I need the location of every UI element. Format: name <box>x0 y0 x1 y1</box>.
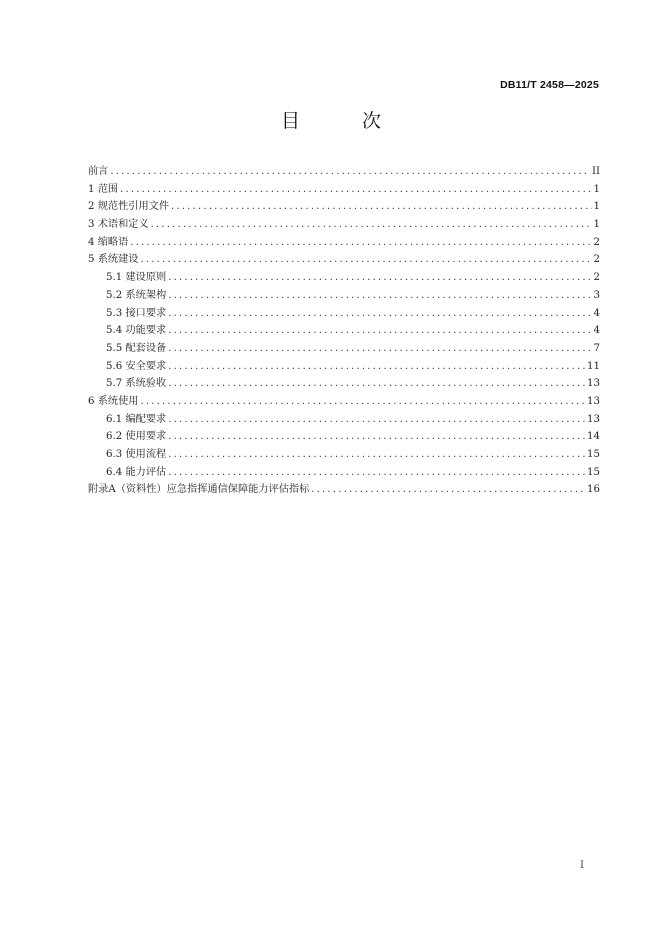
toc-entry-1[interactable] <box>88 181 600 199</box>
toc-entry-page: 16 <box>587 484 600 496</box>
dot-leader <box>311 481 585 499</box>
toc-entry-label: 5.1 建设原则 <box>106 272 167 284</box>
toc-entry-label: 6 系统使用 <box>88 395 139 407</box>
toc-entry-page: 4 <box>593 307 600 319</box>
toc-entry-label: 2 规范性引用文件 <box>88 201 170 213</box>
dot-leader <box>168 305 591 323</box>
dot-leader <box>168 411 585 429</box>
toc-entry-label: 6.1 编配要求 <box>106 413 167 425</box>
dot-leader <box>151 216 592 234</box>
toc-entry-6-2[interactable] <box>88 428 600 446</box>
table-of-contents <box>88 163 600 499</box>
toc-entry-5-7[interactable] <box>88 375 600 393</box>
toc-entry-page: 2 <box>593 272 600 284</box>
toc-entry-appendix-a[interactable] <box>88 481 600 499</box>
toc-entry-page: 2 <box>593 254 600 266</box>
toc-entry-6-4[interactable] <box>88 464 600 482</box>
toc-entry-label: 3 术语和定义 <box>88 219 149 231</box>
toc-entry-page: 2 <box>593 236 600 248</box>
dot-leader <box>140 251 591 269</box>
toc-entry-page: 4 <box>593 325 600 337</box>
toc-entry-page: 1 <box>593 219 600 231</box>
toc-entry-page: 1 <box>593 183 600 195</box>
dot-leader <box>168 375 585 393</box>
toc-entry-page: II <box>591 166 600 177</box>
toc-entry-6[interactable] <box>88 393 600 411</box>
page-number: I <box>580 860 584 871</box>
dot-leader <box>168 269 591 287</box>
toc-entry-5-6[interactable] <box>88 358 600 376</box>
dot-leader <box>140 393 585 411</box>
toc-entry-label: 5.7 系统验收 <box>106 378 167 390</box>
toc-entry-page: 3 <box>593 289 600 301</box>
toc-entry-label: 4 缩略语 <box>88 236 129 248</box>
toc-entry-label: 1 范围 <box>88 183 119 195</box>
toc-entry-label: 5.3 接口要求 <box>106 307 167 319</box>
dot-leader <box>168 322 591 340</box>
toc-entry-5-1[interactable] <box>88 269 600 287</box>
toc-entry-page: 15 <box>587 466 600 478</box>
toc-entry-page: 1 <box>593 201 600 213</box>
dot-leader <box>168 340 591 358</box>
toc-entry-3[interactable] <box>88 216 600 234</box>
toc-entry-label: 5.2 系统架构 <box>106 289 167 301</box>
toc-entry-label: 附录A（资料性）应急指挥通信保障能力评估指标 <box>88 484 310 496</box>
toc-entry-page: 15 <box>587 449 600 460</box>
toc-entry-label: 5.5 配套设备 <box>106 342 167 354</box>
toc-entry-page: 14 <box>587 431 600 443</box>
toc-entry-page: 11 <box>587 360 600 372</box>
toc-entry-page: 13 <box>587 378 600 390</box>
toc-entry-label: 6.3 使用流程 <box>106 449 167 460</box>
dot-leader <box>168 446 585 464</box>
dot-leader <box>171 198 591 216</box>
standard-code: DB11/T 2458—2025 <box>500 79 599 91</box>
toc-entry-5-2[interactable] <box>88 287 600 305</box>
toc-entry-label: 5 系统建设 <box>88 254 139 266</box>
toc-entry-label: 6.2 使用要求 <box>106 431 167 443</box>
dot-leader <box>168 358 585 376</box>
toc-entry-label: 5.4 功能要求 <box>106 325 167 337</box>
toc-entry-4[interactable] <box>88 234 600 252</box>
dot-leader <box>110 163 590 181</box>
toc-entry-page: 13 <box>587 395 600 407</box>
toc-entry-5-3[interactable] <box>88 305 600 323</box>
toc-entry-page: 7 <box>593 342 600 354</box>
toc-entry-page: 13 <box>587 413 600 425</box>
toc-entry-label: 5.6 安全要求 <box>106 360 167 372</box>
dot-leader <box>168 464 585 482</box>
dot-leader <box>130 234 591 252</box>
toc-entry-foreword[interactable] <box>88 163 600 181</box>
toc-entry-5[interactable] <box>88 251 600 269</box>
dot-leader <box>168 428 585 446</box>
toc-title: 目 次 <box>280 110 410 132</box>
toc-entry-label: 前言 <box>88 166 109 177</box>
toc-entry-6-1[interactable] <box>88 411 600 429</box>
dot-leader <box>120 181 591 199</box>
toc-entry-2[interactable] <box>88 198 600 216</box>
toc-entry-label: 6.4 能力评估 <box>106 466 167 478</box>
toc-entry-5-4[interactable] <box>88 322 600 340</box>
toc-entry-5-5[interactable] <box>88 340 600 358</box>
dot-leader <box>168 287 591 305</box>
toc-entry-6-3[interactable] <box>88 446 600 464</box>
